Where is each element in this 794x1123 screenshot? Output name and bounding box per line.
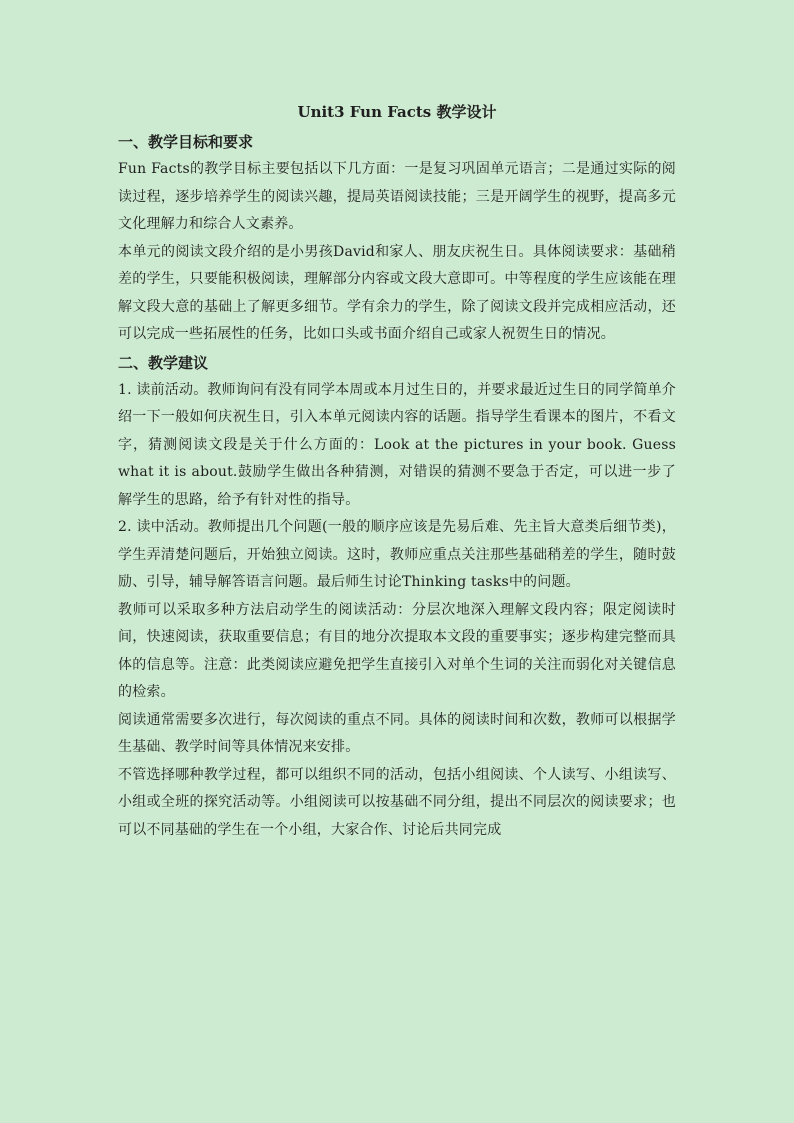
paragraph: 阅读通常需要多次进行，每次阅读的重点不同。具体的阅读时间和次数，教师可以根据学生基础、教学时间等具体情况来安排。 (118, 711, 676, 755)
section-goals (118, 128, 676, 349)
paragraph: 教师可以采取多种方法启动学生的阅读活动：分层次地深入理解文段内容；限定阅读时间，快速阅读，获取重要信息；有目的地分次提取本文段的重要事实；逐步构建完整而具体的信息等。注意：此类阅读应避免把学生直接引入对单个生词的关注而弱化对关键信息的检索。 (118, 601, 676, 700)
section-heading-goals: 一、教学目标和要求 (118, 133, 254, 151)
paragraph: 本单元的阅读文段介绍的是小男孩David和家人、朋友庆祝生日。具体阅读要求：基础稍差的学生，只要能积极阅读，理解部分内容或文段大意即可。中等程度的学生应该能在理解文段大意的基础上了解更多细节。学有余力的学生，除了阅读文段并完成相应活动，还可以完成一些拓展性的任务，比如口头或书面介绍自己或家人祝贺生日的情况。 (118, 243, 676, 342)
paragraph: 2. 读中活动。教师提出几个问题(一般的顺序应该是先易后难、先主旨大意类后细节类)，学生弄清楚问题后，开始独立阅读。这时，教师应重点关注那些基础稍差的学生，随时鼓励、引导，辅导解答语言问题。最后师生讨论Thinking tasks中的问题。 (118, 519, 676, 590)
paragraph: 1. 读前活动。教师询问有没有同学本周或本月过生日的，并要求最近过生日的同学简单介绍一下一般如何庆祝生日，引入本单元阅读内容的话题。指导学生看课本的图片，不看文字，猜测阅读文段是关于什么方面的：Look at the pictures in your book. Guess what it is about.鼓励学生做出各种猜测，对错误的猜测不要急于否定，可以进一步了解学生的思路，给予有针对性的指导。 (118, 381, 677, 508)
paragraph: 不管选择哪种教学过程，都可以组织不同的活动，包括小组阅读、个人读写、小组读写、小组或全班的探究活动等。小组阅读可以按基础不同分组，提出不同层次的阅读要求；也可以不同基础的学生在一个小组，大家合作、讨论后共同完成 (118, 766, 676, 838)
paragraph: Fun Facts的教学目标主要包括以下几方面：一是复习巩固单元语言；二是通过实际的阅读过程，逐步培养学生的阅读兴趣，提局英语阅读技能；三是开阔学生的视野，提高多元文化理解力和综合人文素养。 (118, 161, 676, 232)
section-suggestions (118, 349, 676, 845)
section-heading-suggestions: 二、教学建议 (118, 353, 209, 372)
document-title: Unit3 Fun Facts 教学设计 (297, 103, 497, 121)
